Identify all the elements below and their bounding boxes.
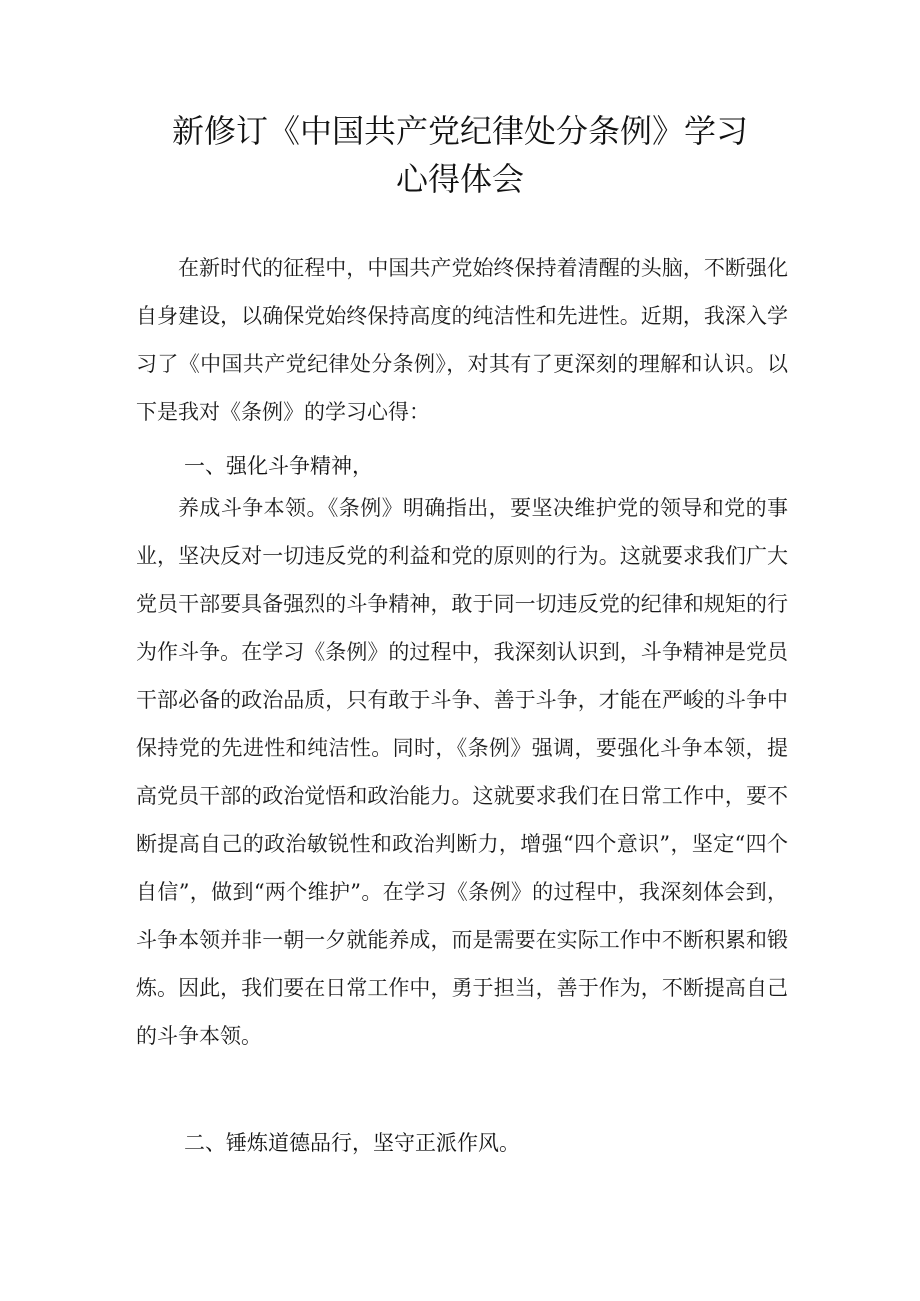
section-heading-1: 一、强化斗争精神， xyxy=(184,454,373,478)
intro-paragraph: 在新时代的征程中，中国共产党始终保持着清醒的头脑，不断强化自身建设，以确保党始终保持高度的纯洁性和先进性。近期，我深入学习了《中国共产党纪律处分条例》，对其有了更深刻的理解和认识。以下是我对《条例》的学习心得： xyxy=(136,256,788,424)
document-title-line2: 心得体会 xyxy=(395,160,524,198)
section1-paragraph: 养成斗争本领。《条例》明确指出，要坚决维护党的领导和党的事业，坚决反对一切违反党的利益和党的原则的行为。这就要求我们广大党员干部要具备强烈的斗争精神，敢于同一切违反党的纪律和规矩的行为作斗争。在学习《条例》的过程中，我深刻认识到，斗争精神是党员干部必备的政治品质，只有敢于斗争、善于斗争，才能在严峻的斗争中保持党的先进性和纯洁性。同时，《条例》强调，要强化斗争本领，提高党员干部的政治觉悟和政治能力。这就要求我们在日常工作中，要不断提高自己的政治敏锐性和政治判断力，增强“四个意识”，坚定“四个自信”，做到“两个维护”。在学习《条例》的过程中，我深刻体会到，斗争本领并非一朝一夕就能养成，而是需要在实际工作中不断积累和锻炼。因此，我们要在日常工作中，勇于担当，善于作为，不断提高自己的斗争本领。 xyxy=(136,496,788,1048)
document-title-line1: 新修订《中国共产党纪律处分条例》学习 xyxy=(171,112,748,150)
section-heading-2: 二、锤炼道德品行，坚守正派作风。 xyxy=(184,1131,520,1155)
